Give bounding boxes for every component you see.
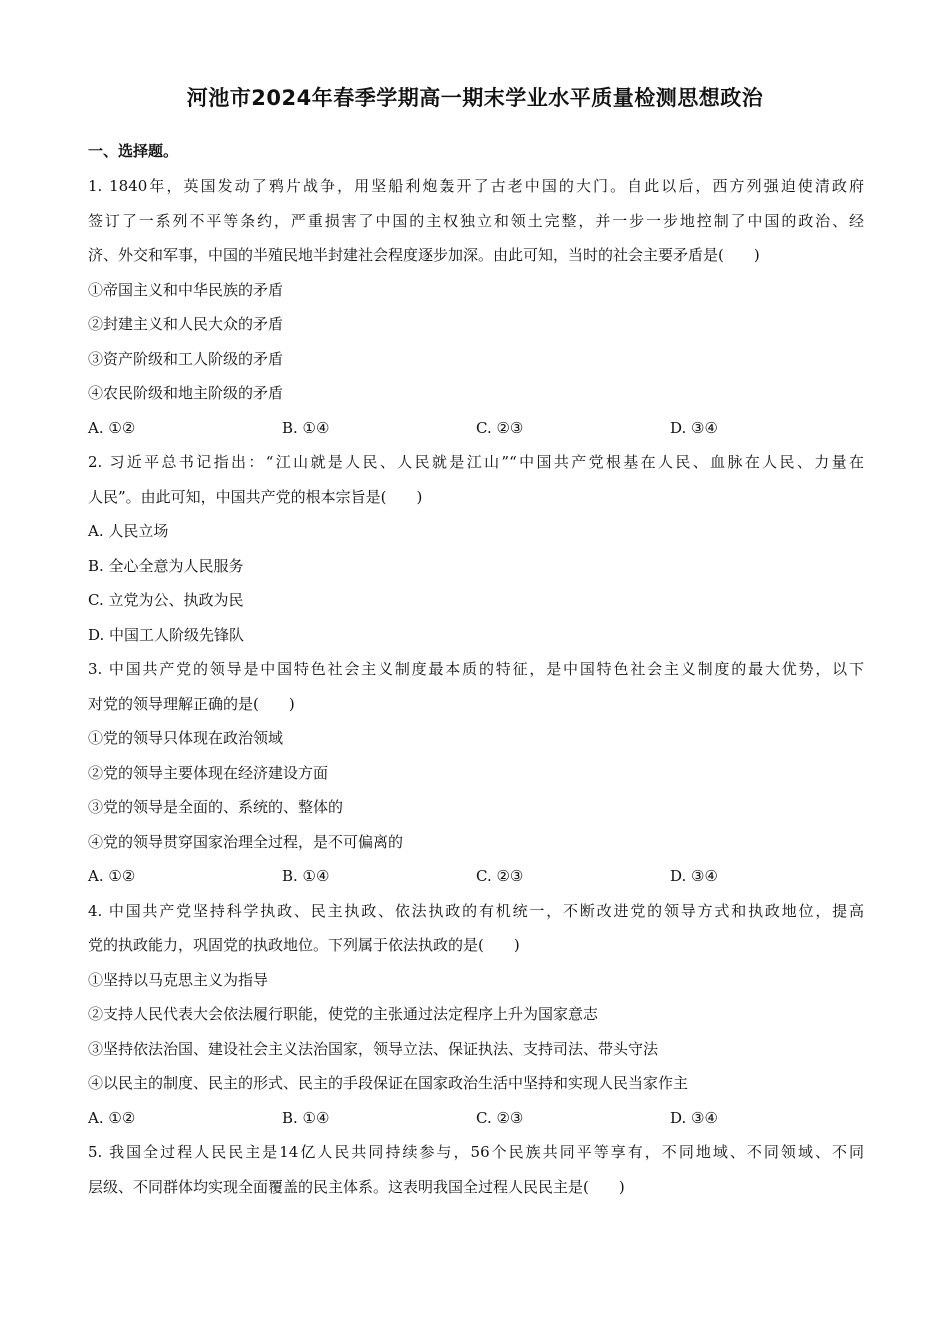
choice-b: B. ①④ xyxy=(282,1108,330,1127)
question-1-item-2: ②封建主义和人民大众的矛盾 xyxy=(88,315,284,333)
choice-b: B. ①④ xyxy=(282,867,330,885)
question-5-stem-line-1: 5. 我国全过程人民民主是14亿人民共同持续参与，56个民族共同平等享有，不同地域、不同领域、不同 xyxy=(88,1143,864,1161)
choice-a: A. ①② xyxy=(88,1108,136,1127)
choice-c: C. ②③ xyxy=(476,418,524,437)
question-3-stem-line-2: 对党的领导理解正确的是( ) xyxy=(88,694,295,713)
question-4 xyxy=(88,897,864,1139)
question-3-choices xyxy=(88,862,864,897)
question-2-option-c: C. 立党为公、执政为民 xyxy=(88,591,244,609)
question-2-stem-line-2: 人民”。由此可知，中国共产党的根本宗旨是( ) xyxy=(88,487,423,506)
question-5-stem-line-2: 层级、不同群体均实现全面覆盖的民主体系。这表明我国全过程人民民主是( ) xyxy=(88,1177,625,1196)
question-1-item-1: ①帝国主义和中华民族的矛盾 xyxy=(88,280,284,299)
question-4-item-1: ①坚持以马克思主义为指导 xyxy=(88,970,269,989)
question-1-item-3: ③资产阶级和工人阶级的矛盾 xyxy=(88,349,284,368)
question-3-stem-line-1: 3. 中国共产党的领导是中国特色社会主义制度最本质的特征，是中国特色社会主义制度的最大优势，以下 xyxy=(88,660,864,678)
question-3-item-2: ②党的领导主要体现在经济建设方面 xyxy=(88,763,329,782)
choice-a: A. ①② xyxy=(88,867,136,885)
question-5 xyxy=(88,1138,864,1207)
question-list xyxy=(88,172,864,1207)
choice-c: C. ②③ xyxy=(476,1108,524,1127)
question-4-item-2: ②支持人民代表大会依法履行职能，使党的主张通过法定程序上升为国家意志 xyxy=(88,1005,599,1023)
question-3-item-4: ④党的领导贯穿国家治理全过程，是不可偏离的 xyxy=(88,832,404,851)
question-1-stem-line-2: 签订了一系列不平等条约，严重损害了中国的主权独立和领土完整，并一步一步地控制了中国的政治、经 xyxy=(88,211,864,230)
choice-d: D. ③④ xyxy=(670,867,718,885)
question-2-option-b: B. 全心全意为人民服务 xyxy=(88,556,244,575)
choice-c: C. ②③ xyxy=(476,867,524,885)
question-1-stem-line-3: 济、外交和军事，中国的半殖民地半封建社会程度逐步加深。由此可知，当时的社会主要矛盾是( ) xyxy=(88,246,760,264)
question-1-item-4: ④农民阶级和地主阶级的矛盾 xyxy=(88,384,284,402)
question-2 xyxy=(88,448,864,655)
question-4-stem-line-2: 党的执政能力，巩固党的执政地位。下列属于依法执政的是( ) xyxy=(88,936,520,954)
section-heading: 一、选择题。 xyxy=(88,142,179,160)
question-2-option-a: A. 人民立场 xyxy=(88,522,169,540)
choice-d: D. ③④ xyxy=(670,418,718,437)
question-3-item-1: ①党的领导只体现在政治领域 xyxy=(88,729,284,747)
question-3 xyxy=(88,655,864,897)
question-4-stem-line-1: 4. 中国共产党坚持科学执政、民主执政、依法执政的有机统一，不断改进党的领导方式和执政地位，提高 xyxy=(88,901,864,920)
page-title: 河池市2024年春季学期高一期末学业水平质量检测思想政治 xyxy=(186,86,764,110)
question-1-stem-line-1: 1. 1840年，英国发动了鸦片战争，用坚船利炮轰开了古老中国的大门。自此以后，西方列强迫使清政府 xyxy=(88,177,864,195)
question-4-item-4: ④以民主的制度、民主的形式、民主的手段保证在国家政治生活中坚持和实现人民当家作主 xyxy=(88,1074,689,1092)
question-3-item-3: ③党的领导是全面的、系统的、整体的 xyxy=(88,798,344,816)
question-4-choices xyxy=(88,1104,864,1139)
choice-b: B. ①④ xyxy=(282,418,330,437)
question-1 xyxy=(88,172,864,448)
choice-a: A. ①② xyxy=(88,418,136,437)
question-4-item-3: ③坚持依法治国、建设社会主义法治国家，领导立法、保证执法、支持司法、带头守法 xyxy=(88,1039,659,1058)
question-2-option-d: D. 中国工人阶级先锋队 xyxy=(88,625,245,644)
question-2-stem-line-1: 2. 习近平总书记指出：“江山就是人民、人民就是江山”“中国共产党根基在人民、血脉在人民、力量在 xyxy=(88,453,864,471)
choice-d: D. ③④ xyxy=(670,1108,718,1127)
question-1-choices xyxy=(88,414,864,449)
